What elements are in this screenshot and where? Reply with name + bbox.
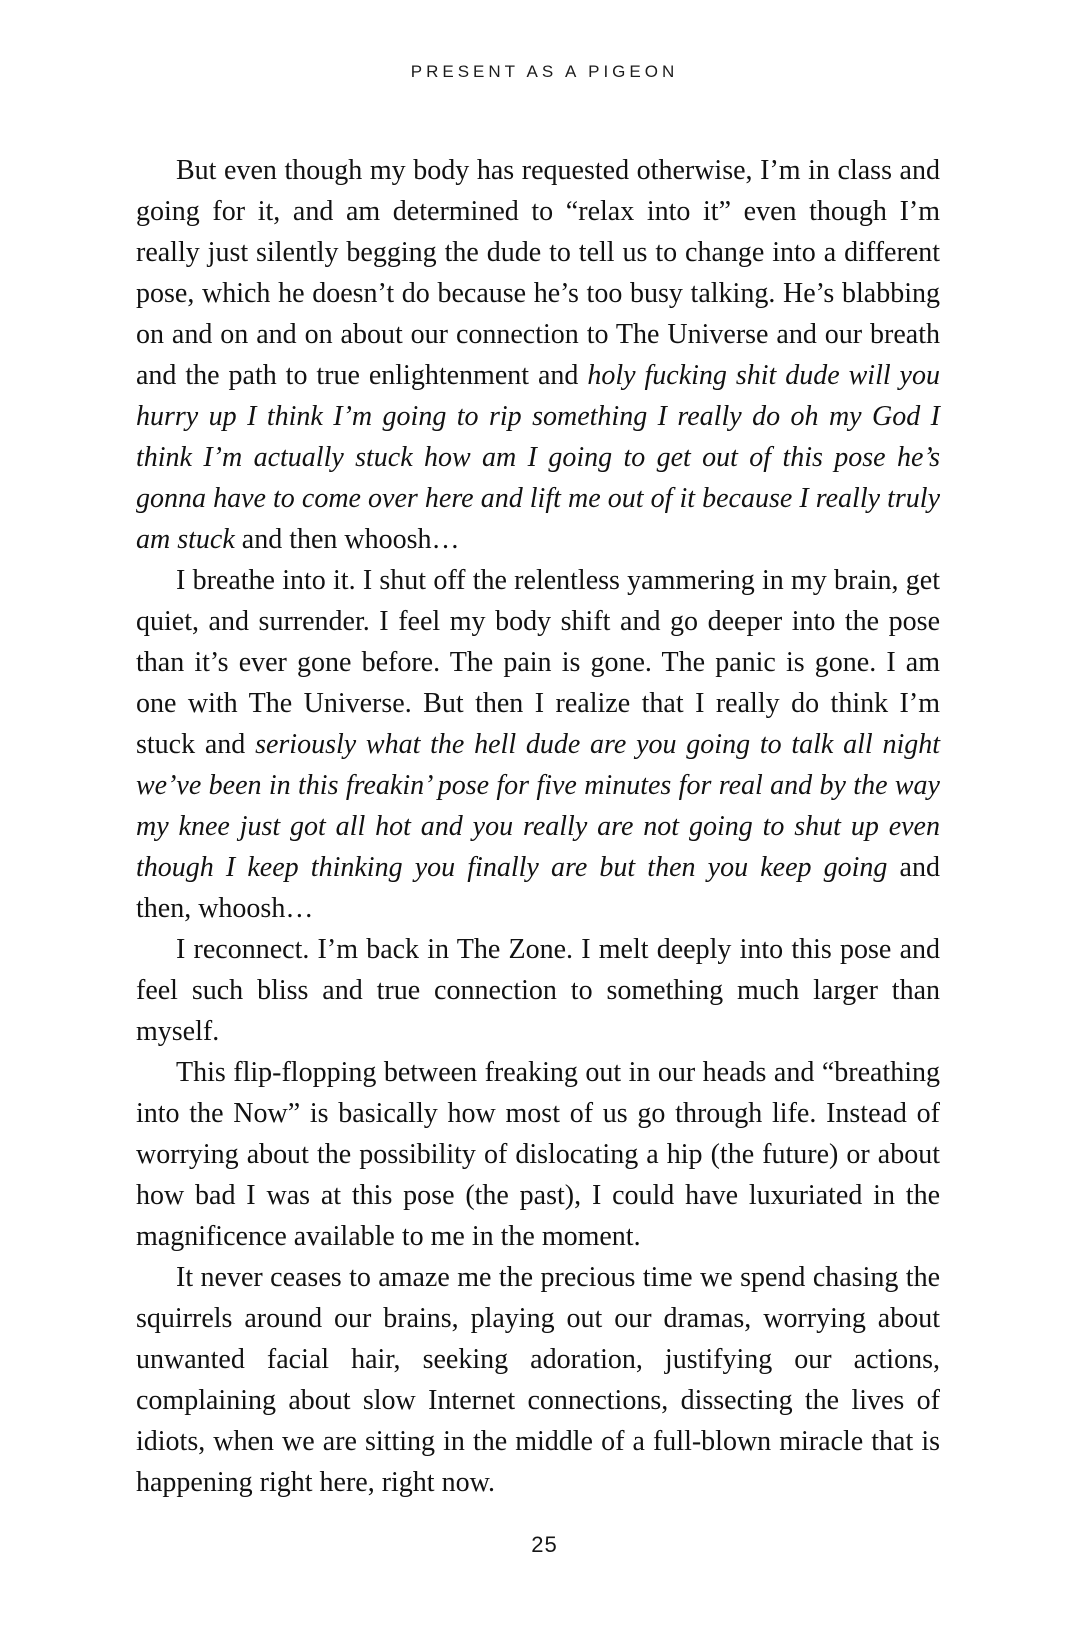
paragraph-1 xyxy=(136,150,940,560)
paragraph-3 xyxy=(136,929,940,1052)
paragraph-2 xyxy=(136,560,940,929)
paragraph-5 xyxy=(136,1257,940,1503)
text-run: I reconnect. I’m back in The Zone. I melt deeply into this pose and feel such bliss and true connection to something much larger than myself. xyxy=(136,934,940,1047)
text-run-italic: holy fucking shit dude will you hurry up I think I’m going to rip something I really do oh my God I think I’m actually stuck how am I going to get out of this pose he’s gonna have to come over here and lift me out of it because I really truly am stuck xyxy=(136,360,940,555)
text-run: But even though my body has requested otherwise, I’m in class and going for it, and am determined to “relax into it” even though I’m really just silently begging the dude to tell us to change into a different pose, which he doesn’t do because he’s too busy talking. He’s blabbing on and on and on about our connection to The Universe and our breath and the path to true enlightenment and xyxy=(136,155,940,391)
text-run-italic: seriously what the hell dude are you going to talk all night we’ve been in this freakin’ pose for five minutes for real and by the way my knee just got all hot and you really are not going to shut up even though I keep thinking you finally are but then you keep going xyxy=(136,729,940,883)
text-run: It never ceases to amaze me the precious time we spend chasing the squirrels around our brains, playing out our dramas, worrying about unwanted facial hair, seeking adoration, justifying our actions, complaining about slow Internet connections, dissecting the lives of idiots, when we are sitting in the middle of a full-blown miracle that is happening right here, right now. xyxy=(136,1262,940,1498)
text-run: and then, whoosh… xyxy=(136,852,940,924)
text-run: I breathe into it. I shut off the relentless yammering in my brain, get quiet, and surrender. I feel my body shift and go deeper into the pose than it’s ever gone before. The pain is gone. The panic is gone. I am one with The Universe. But then I realize that I really do think I’m stuck and xyxy=(136,565,940,760)
text-run: and then whoosh… xyxy=(234,524,460,555)
running-head: PRESENT AS A PIGEON xyxy=(410,62,679,81)
body-text xyxy=(136,150,940,1503)
page-number: 25 xyxy=(531,1532,558,1557)
paragraph-4 xyxy=(136,1052,940,1257)
text-run: This flip-flopping between freaking out in our heads and “breathing into the Now” is basically how most of us go through life. Instead of worrying about the possibility of dislocating a hip (the future) or about how bad I was at this pose (the past), I could have luxuriated in the magnificence available to me in the moment. xyxy=(136,1057,940,1252)
